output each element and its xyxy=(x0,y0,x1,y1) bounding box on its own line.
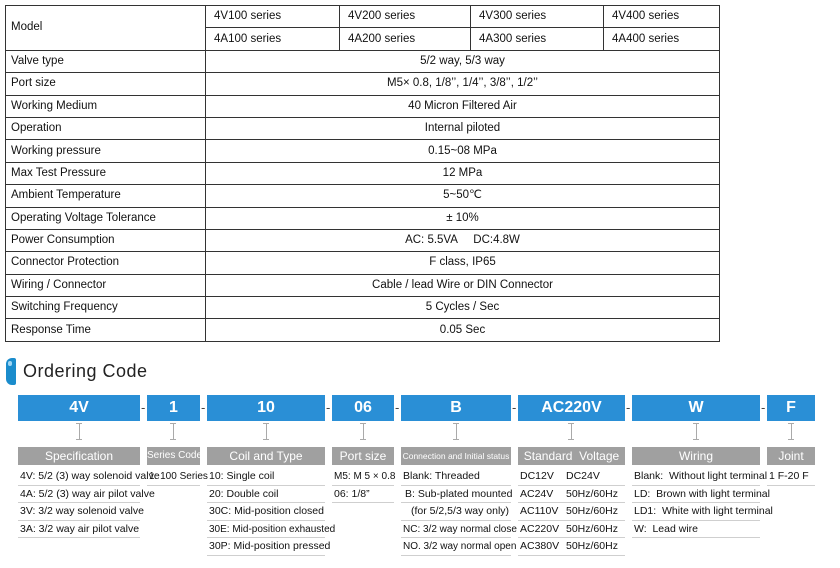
code-block-coil: 10 xyxy=(207,395,325,421)
voltage-value: AC24V xyxy=(520,487,554,500)
code-block-voltage: AC220V xyxy=(518,395,625,421)
table-row xyxy=(6,6,720,28)
list-item: 30E: Mid-position exhausted xyxy=(207,521,325,539)
list-item xyxy=(518,468,625,486)
table-row xyxy=(6,162,720,184)
table-row xyxy=(6,252,720,274)
dash-separator: - xyxy=(201,400,206,415)
row-label: Connector Protection xyxy=(6,252,206,274)
voltage-value: DC12V xyxy=(520,470,554,482)
list-item: NO. 3/2 way normal open xyxy=(401,538,511,556)
list-item: Blank: Without light terminal xyxy=(632,468,760,486)
table-row xyxy=(6,185,720,207)
code-block-port: 06 xyxy=(332,395,394,421)
header-series-code: Series Code xyxy=(147,447,200,465)
table-row xyxy=(6,319,720,341)
voltage-spec: 50Hz/60Hz xyxy=(566,505,618,517)
table-row xyxy=(6,229,720,251)
connector-line xyxy=(170,423,176,440)
list-item: NC: 3/2 way normal close xyxy=(401,521,511,539)
list-item: LD: Brown with light terminal xyxy=(632,486,760,504)
model-cell: 4V400 series xyxy=(604,6,720,28)
row-label: Wiring / Connector xyxy=(6,274,206,296)
spec-table xyxy=(5,5,720,342)
voltage-value: AC220V xyxy=(520,522,560,535)
dash-separator: - xyxy=(141,400,146,415)
dash-separator: - xyxy=(626,400,631,415)
ordering-code-heading xyxy=(6,356,148,386)
row-label: Power Consumption xyxy=(6,229,206,251)
port-list xyxy=(332,468,394,503)
table-row xyxy=(6,95,720,117)
row-label: Port size xyxy=(6,73,206,95)
code-block-wiring: W xyxy=(632,395,760,421)
list-item: 10: Single coil xyxy=(207,468,325,486)
connector-line xyxy=(360,423,366,440)
list-item: 3A: 3/2 way air pilot valve xyxy=(18,521,140,539)
row-value: M5× 0.8, 1/8’’, 1/4’’, 3/8’’, 1/2’’ xyxy=(206,73,720,95)
list-item xyxy=(518,503,625,521)
header-voltage: Standard Voltage xyxy=(518,447,625,465)
row-value: Internal piloted xyxy=(206,117,720,139)
model-label: Model xyxy=(6,6,206,51)
code-block-specification: 4V xyxy=(18,395,140,421)
row-value: AC: 5.5VA DC:4.8W xyxy=(206,229,720,251)
list-item: LD1: White with light terminal xyxy=(632,503,760,521)
header-specification: Specification xyxy=(18,447,140,465)
table-row xyxy=(6,117,720,139)
voltage-spec: DC24V xyxy=(566,470,600,482)
dash-separator: - xyxy=(761,400,766,415)
model-cell: 4V100 series xyxy=(206,6,340,28)
list-item: 30C: Mid-position closed xyxy=(207,503,325,521)
row-label: Valve type xyxy=(6,50,206,72)
row-label: Working pressure xyxy=(6,140,206,162)
list-item xyxy=(518,538,625,556)
connector-line xyxy=(568,423,574,440)
row-label: Switching Frequency xyxy=(6,297,206,319)
list-item: M5: M 5 × 0.8 xyxy=(332,468,394,486)
series-list xyxy=(147,468,208,486)
header-wiring: Wiring xyxy=(632,447,760,465)
list-item: 3V: 3/2 way solenoid valve xyxy=(18,503,140,521)
table-row xyxy=(6,297,720,319)
table-row xyxy=(6,50,720,72)
voltage-list xyxy=(518,468,625,556)
connector-line xyxy=(788,423,794,440)
model-cell: 4A200 series xyxy=(340,28,471,50)
specification-list xyxy=(18,468,160,538)
table-row xyxy=(6,274,720,296)
list-item: 4A: 5/2 (3) way air pilot valve xyxy=(18,486,140,504)
row-label: Working Medium xyxy=(6,95,206,117)
row-label: Max Test Pressure xyxy=(6,162,206,184)
row-label: Ambient Temperature xyxy=(6,185,206,207)
dash-separator: - xyxy=(512,400,517,415)
connection-list xyxy=(401,468,517,556)
table-row xyxy=(6,140,720,162)
voltage-spec: 50Hz/60Hz xyxy=(566,522,618,535)
row-label: Operation xyxy=(6,117,206,139)
connector-line xyxy=(76,423,82,440)
list-item: 1: 100 Series xyxy=(147,468,200,486)
model-cell: 4V300 series xyxy=(471,6,604,28)
code-block-connection: B xyxy=(401,395,511,421)
connector-line xyxy=(453,423,459,440)
list-item: 06: 1/8” xyxy=(332,486,394,504)
list-item xyxy=(518,521,625,539)
row-value: 12 MPa xyxy=(206,162,720,184)
voltage-value: AC380V xyxy=(520,540,560,552)
dash-separator: - xyxy=(326,400,331,415)
dash-separator: - xyxy=(395,400,400,415)
list-item: 30P: Mid-position pressed xyxy=(207,538,325,556)
coil-list xyxy=(207,468,336,556)
voltage-value: AC110V xyxy=(520,505,559,517)
list-item: 4V: 5/2 (3) way solenoid valve xyxy=(18,468,140,486)
row-value: 5~50℃ xyxy=(206,185,720,207)
joint-list xyxy=(767,468,815,486)
row-value: 0.05 Sec xyxy=(206,319,720,341)
row-value: 40 Micron Filtered Air xyxy=(206,95,720,117)
header-coil-type: Coil and Type xyxy=(207,447,325,465)
list-item: 20: Double coil xyxy=(207,486,325,504)
row-value: 0.15~08 MPa xyxy=(206,140,720,162)
table-row xyxy=(6,73,720,95)
row-value: F class, IP65 xyxy=(206,252,720,274)
model-cell: 4A300 series xyxy=(471,28,604,50)
model-cell: 4A400 series xyxy=(604,28,720,50)
connector-line xyxy=(693,423,699,440)
row-value: Cable / lead Wire or DIN Connector xyxy=(206,274,720,296)
voltage-spec: 50Hz/60Hz xyxy=(566,540,618,552)
section-title: Ordering Code xyxy=(23,360,148,381)
row-value: ± 10% xyxy=(206,207,720,229)
wiring-list xyxy=(632,468,773,538)
row-value: 5/2 way, 5/3 way xyxy=(206,50,720,72)
list-item xyxy=(518,486,625,504)
table-row xyxy=(6,207,720,229)
voltage-spec: 50Hz/60Hz xyxy=(566,487,618,500)
list-item: W: Lead wire xyxy=(632,521,760,539)
code-block-series: 1 xyxy=(147,395,200,421)
model-cell: 4A100 series xyxy=(206,28,340,50)
row-label: Response Time xyxy=(6,319,206,341)
list-item: (for 5/2,5/3 way only) xyxy=(401,503,511,521)
row-label: Operating Voltage Tolerance xyxy=(6,207,206,229)
row-value: 5 Cycles / Sec xyxy=(206,297,720,319)
list-item: Blank: Threaded xyxy=(401,468,511,486)
code-block-joint: F xyxy=(767,395,815,421)
list-item: B: Sub-plated mounted xyxy=(401,486,511,504)
list-item: 1 F-20 F xyxy=(767,468,815,486)
model-cell: 4V200 series xyxy=(340,6,471,28)
header-port-size: Port size xyxy=(332,447,394,465)
header-joint: Joint xyxy=(767,447,815,465)
section-marker-icon xyxy=(6,358,16,385)
header-connection: Connection and Initial status xyxy=(401,447,511,465)
connector-line xyxy=(263,423,269,440)
